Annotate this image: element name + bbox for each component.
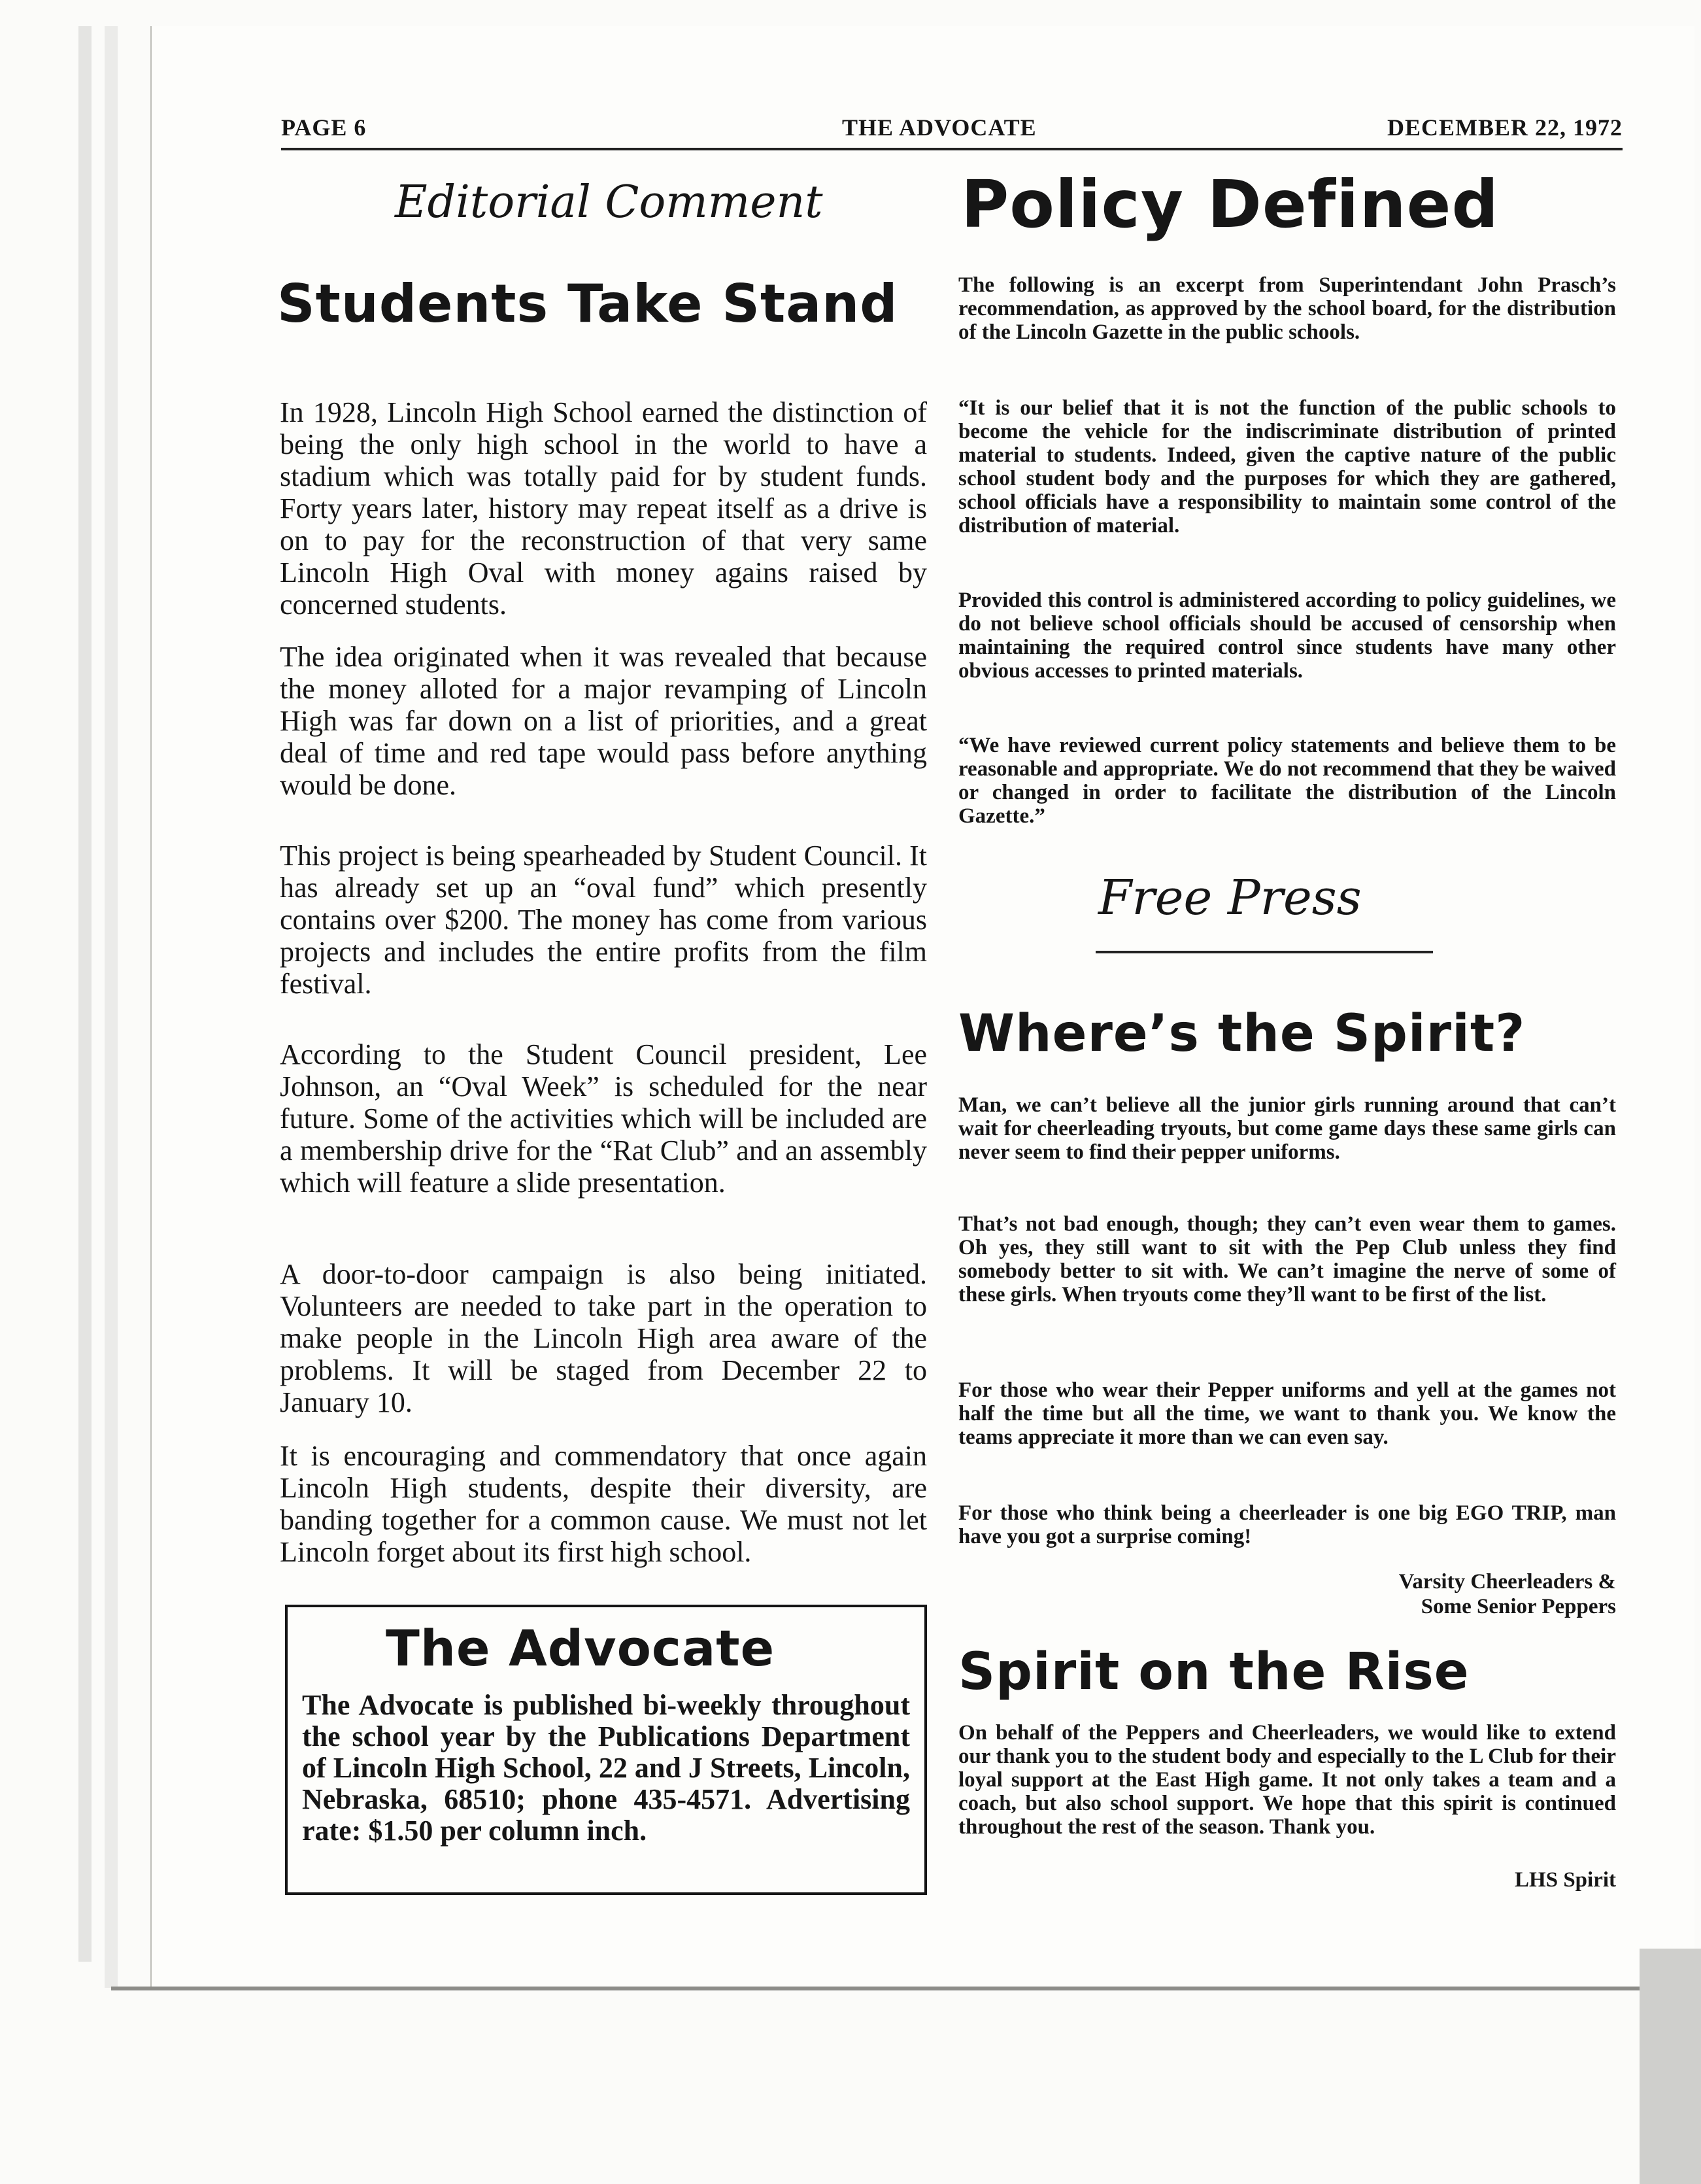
editorial-paragraph: It is encouraging and commendatory that once again Lincoln High students, despite their diversity, are banding together for a common cause. We must not let Lincoln forget about its first high school. — [280, 1440, 927, 1568]
paper-name: THE ADVOCATE — [842, 114, 1037, 141]
rise-headline: Spirit on the Rise — [958, 1643, 1470, 1701]
masthead-title: The Advocate — [386, 1619, 775, 1677]
editorial-paragraph: According to the Student Council president, Lee Johnson, an “Oval Week” is scheduled for the near future. Some of the activities which will be included are a membership drive for the “Rat Club” and an assembly which will feature a slide presentation. — [280, 1038, 927, 1199]
editorial-paragraph: This project is being spearheaded by Student Council. It has already set up an “oval fund” which presently contains over $200. The money has come from various projects and includes the entire profits from the film festival. — [280, 840, 927, 1000]
masthead-text: The Advocate is published bi-weekly throughout the school year by the Publications Department of Lincoln High School, 22 and J Streets, Lincoln, Nebraska, 68510; phone 435-4571. Advertising rate: $1.50 per column inch. — [302, 1689, 910, 1847]
policy-headline: Policy Defined — [961, 166, 1500, 243]
editorial-paragraph: The idea originated when it was revealed that because the money alloted for a major revamping of Lincoln High was far down on a list of priorities, and a great deal of time and red tape would pass before anything would be done. — [280, 641, 927, 801]
policy-paragraph: The following is an excerpt from Superintendant John Prasch’s recommendation, as approved by the school board, for the distribution of the Lincoln Gazette in the public schools. — [958, 273, 1616, 344]
masthead-box — [285, 1605, 927, 1895]
policy-paragraph: “We have reviewed current policy statements and believe them to be reasonable and appropriate. We do not recommend that they be waived or changed in order to facilitate the distribution of the Lincoln Gazette.” — [958, 734, 1616, 828]
spirit-paragraph: That’s not bad enough, though; they can’t even wear them to games. Oh yes, they still want to sit with the Pep Club unless they find somebody better to sit with. We can’t imagine the nerve of some of these girls. When tryouts come they’ll want to be first of the list. — [958, 1212, 1616, 1306]
policy-paragraph: Provided this control is administered according to policy guidelines, we do not believe school officials should be accused of censorship when maintaining the required control since students have many other obvious accesses to printed materials. — [958, 589, 1616, 683]
spirit-paragraph: For those who wear their Pepper uniforms and yell at the games not half the time but all the time, we want to thank you. We know the teams appreciate it more than we can even say. — [958, 1378, 1616, 1449]
page-header — [281, 111, 1623, 150]
free-press-logo: Free Press — [1098, 870, 1362, 926]
editorial-kicker: Editorial Comment — [395, 177, 823, 228]
signature-line: Varsity Cheerleaders & — [1398, 1570, 1616, 1594]
rise-paragraph: On behalf of the Peppers and Cheerleaders, we would like to extend our thank you to the student body and especially to the L Club for their loyal support at the East High game. It not only takes a team and a coach, but also school support. We hope that this spirit is continued throughout the rest of the season. Thank you. — [958, 1721, 1616, 1839]
sheet-bottom-edge — [111, 1987, 1701, 1990]
page-number: PAGE 6 — [281, 114, 367, 141]
editorial-paragraph: A door-to-door campaign is also being initiated. Volunteers are needed to take part in the operation to make people in the Lincoln High area aware of the problems. It will be staged from December 22 to January 10. — [280, 1258, 927, 1418]
editorial-headline: Students Take Stand — [277, 273, 898, 334]
spirit-paragraph: For those who think being a cheerleader is one big EGO TRIP, man have you got a surprise coming! — [958, 1501, 1616, 1548]
spirit-headline: Where’s the Spirit? — [958, 1004, 1526, 1063]
header-rule — [281, 148, 1623, 150]
editorial-paragraph: In 1928, Lincoln High School earned the distinction of being the only high school in the world to have a stadium which was totally paid for by student funds. Forty years later, history may repeat itself as a drive is on to pay for the reconstruction of that very same Lincoln High Oval with money agains raised by concerned students. — [280, 396, 927, 621]
spirit-paragraph: Man, we can’t believe all the junior girls running around that can’t wait for cheerleading tryouts, but come game days these same girls can never seem to find their pepper uniforms. — [958, 1093, 1616, 1164]
spirit-signature — [1285, 1569, 1616, 1619]
page-edge — [78, 26, 92, 1962]
issue-date: DECEMBER 22, 1972 — [1387, 114, 1623, 141]
policy-paragraph: “It is our belief that it is not the function of the public schools to become the vehicle for the indiscriminate distribution of printed material to students. Indeed, given the captive nature of the public school student body and the purposes for which they are gathered, school officials have a responsibility to maintain some control of the distribution of material. — [958, 396, 1616, 537]
shadow-corner — [1640, 1949, 1701, 2184]
free-press-underline — [1096, 951, 1433, 953]
page-edge — [105, 26, 118, 1988]
rise-signature: LHS Spirit — [1515, 1868, 1616, 1892]
signature-line: Some Senior Peppers — [1421, 1595, 1616, 1618]
